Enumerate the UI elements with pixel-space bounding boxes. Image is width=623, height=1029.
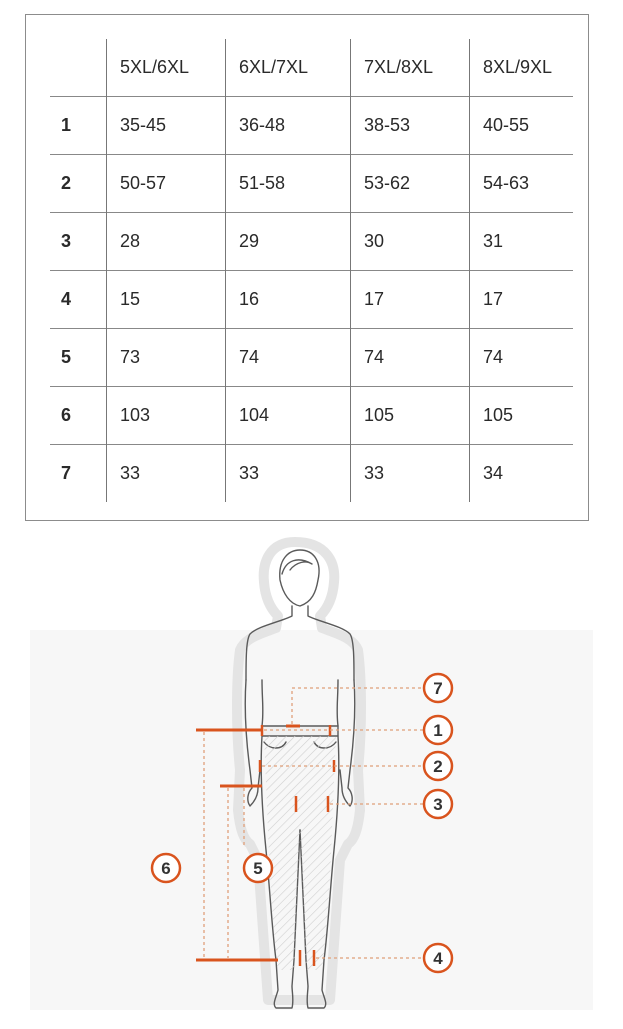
row-label: 4 <box>50 271 107 329</box>
table-cell: 31 <box>470 213 574 271</box>
header-size-3: 7XL/8XL <box>351 39 470 97</box>
marker-4-label: 4 <box>433 949 443 968</box>
table-cell: 53-62 <box>351 155 470 213</box>
table-row <box>50 445 573 503</box>
table-cell: 35-45 <box>107 97 226 155</box>
marker-2-label: 2 <box>433 757 443 776</box>
table-cell: 40-55 <box>470 97 574 155</box>
header-size-2: 6XL/7XL <box>226 39 351 97</box>
marker-1 <box>424 716 452 744</box>
table-cell: 17 <box>351 271 470 329</box>
table-cell: 73 <box>107 329 226 387</box>
table-cell: 103 <box>107 387 226 445</box>
table-cell: 33 <box>351 445 470 503</box>
table-cell: 51-58 <box>226 155 351 213</box>
table-cell: 74 <box>351 329 470 387</box>
table-cell: 36-48 <box>226 97 351 155</box>
table-row <box>50 329 573 387</box>
table-cell: 16 <box>226 271 351 329</box>
table-row <box>50 271 573 329</box>
table-cell: 33 <box>107 445 226 503</box>
table-cell: 30 <box>351 213 470 271</box>
row-label: 7 <box>50 445 107 503</box>
row-label: 2 <box>50 155 107 213</box>
table-cell: 54-63 <box>470 155 574 213</box>
table-cell: 74 <box>470 329 574 387</box>
row-label: 3 <box>50 213 107 271</box>
measurement-figure <box>0 530 623 1024</box>
marker-1-label: 1 <box>433 721 443 740</box>
marker-5-label: 5 <box>253 859 263 878</box>
size-table <box>50 39 573 502</box>
header-size-4: 8XL/9XL <box>470 39 574 97</box>
table-cell: 104 <box>226 387 351 445</box>
left-torso-outline <box>262 680 263 726</box>
right-torso-outline <box>337 680 338 726</box>
marker-3 <box>424 790 452 818</box>
table-cell: 105 <box>351 387 470 445</box>
marker-6-label: 6 <box>161 859 171 878</box>
marker-7 <box>424 674 452 702</box>
row-label: 5 <box>50 329 107 387</box>
marker-3-label: 3 <box>433 795 443 814</box>
marker-7-label: 7 <box>433 679 443 698</box>
marker-6 <box>152 854 180 882</box>
header-corner <box>50 39 107 97</box>
body-diagram <box>0 530 623 1024</box>
row-label: 1 <box>50 97 107 155</box>
table-cell: 38-53 <box>351 97 470 155</box>
table-cell: 34 <box>470 445 574 503</box>
head-outline <box>280 550 319 606</box>
hair-outline <box>282 560 312 574</box>
table-cell: 28 <box>107 213 226 271</box>
table-cell: 15 <box>107 271 226 329</box>
size-table-frame <box>25 14 589 521</box>
table-cell: 74 <box>226 329 351 387</box>
table-cell: 33 <box>226 445 351 503</box>
marker-2 <box>424 752 452 780</box>
table-cell: 50-57 <box>107 155 226 213</box>
table-row <box>50 213 573 271</box>
row-label: 6 <box>50 387 107 445</box>
table-row <box>50 97 573 155</box>
table-cell: 105 <box>470 387 574 445</box>
table-header-row <box>50 39 573 97</box>
marker-5 <box>244 854 272 882</box>
marker-4 <box>424 944 452 972</box>
header-size-1: 5XL/6XL <box>107 39 226 97</box>
table-row <box>50 387 573 445</box>
table-cell: 29 <box>226 213 351 271</box>
table-cell: 17 <box>470 271 574 329</box>
table-row <box>50 155 573 213</box>
